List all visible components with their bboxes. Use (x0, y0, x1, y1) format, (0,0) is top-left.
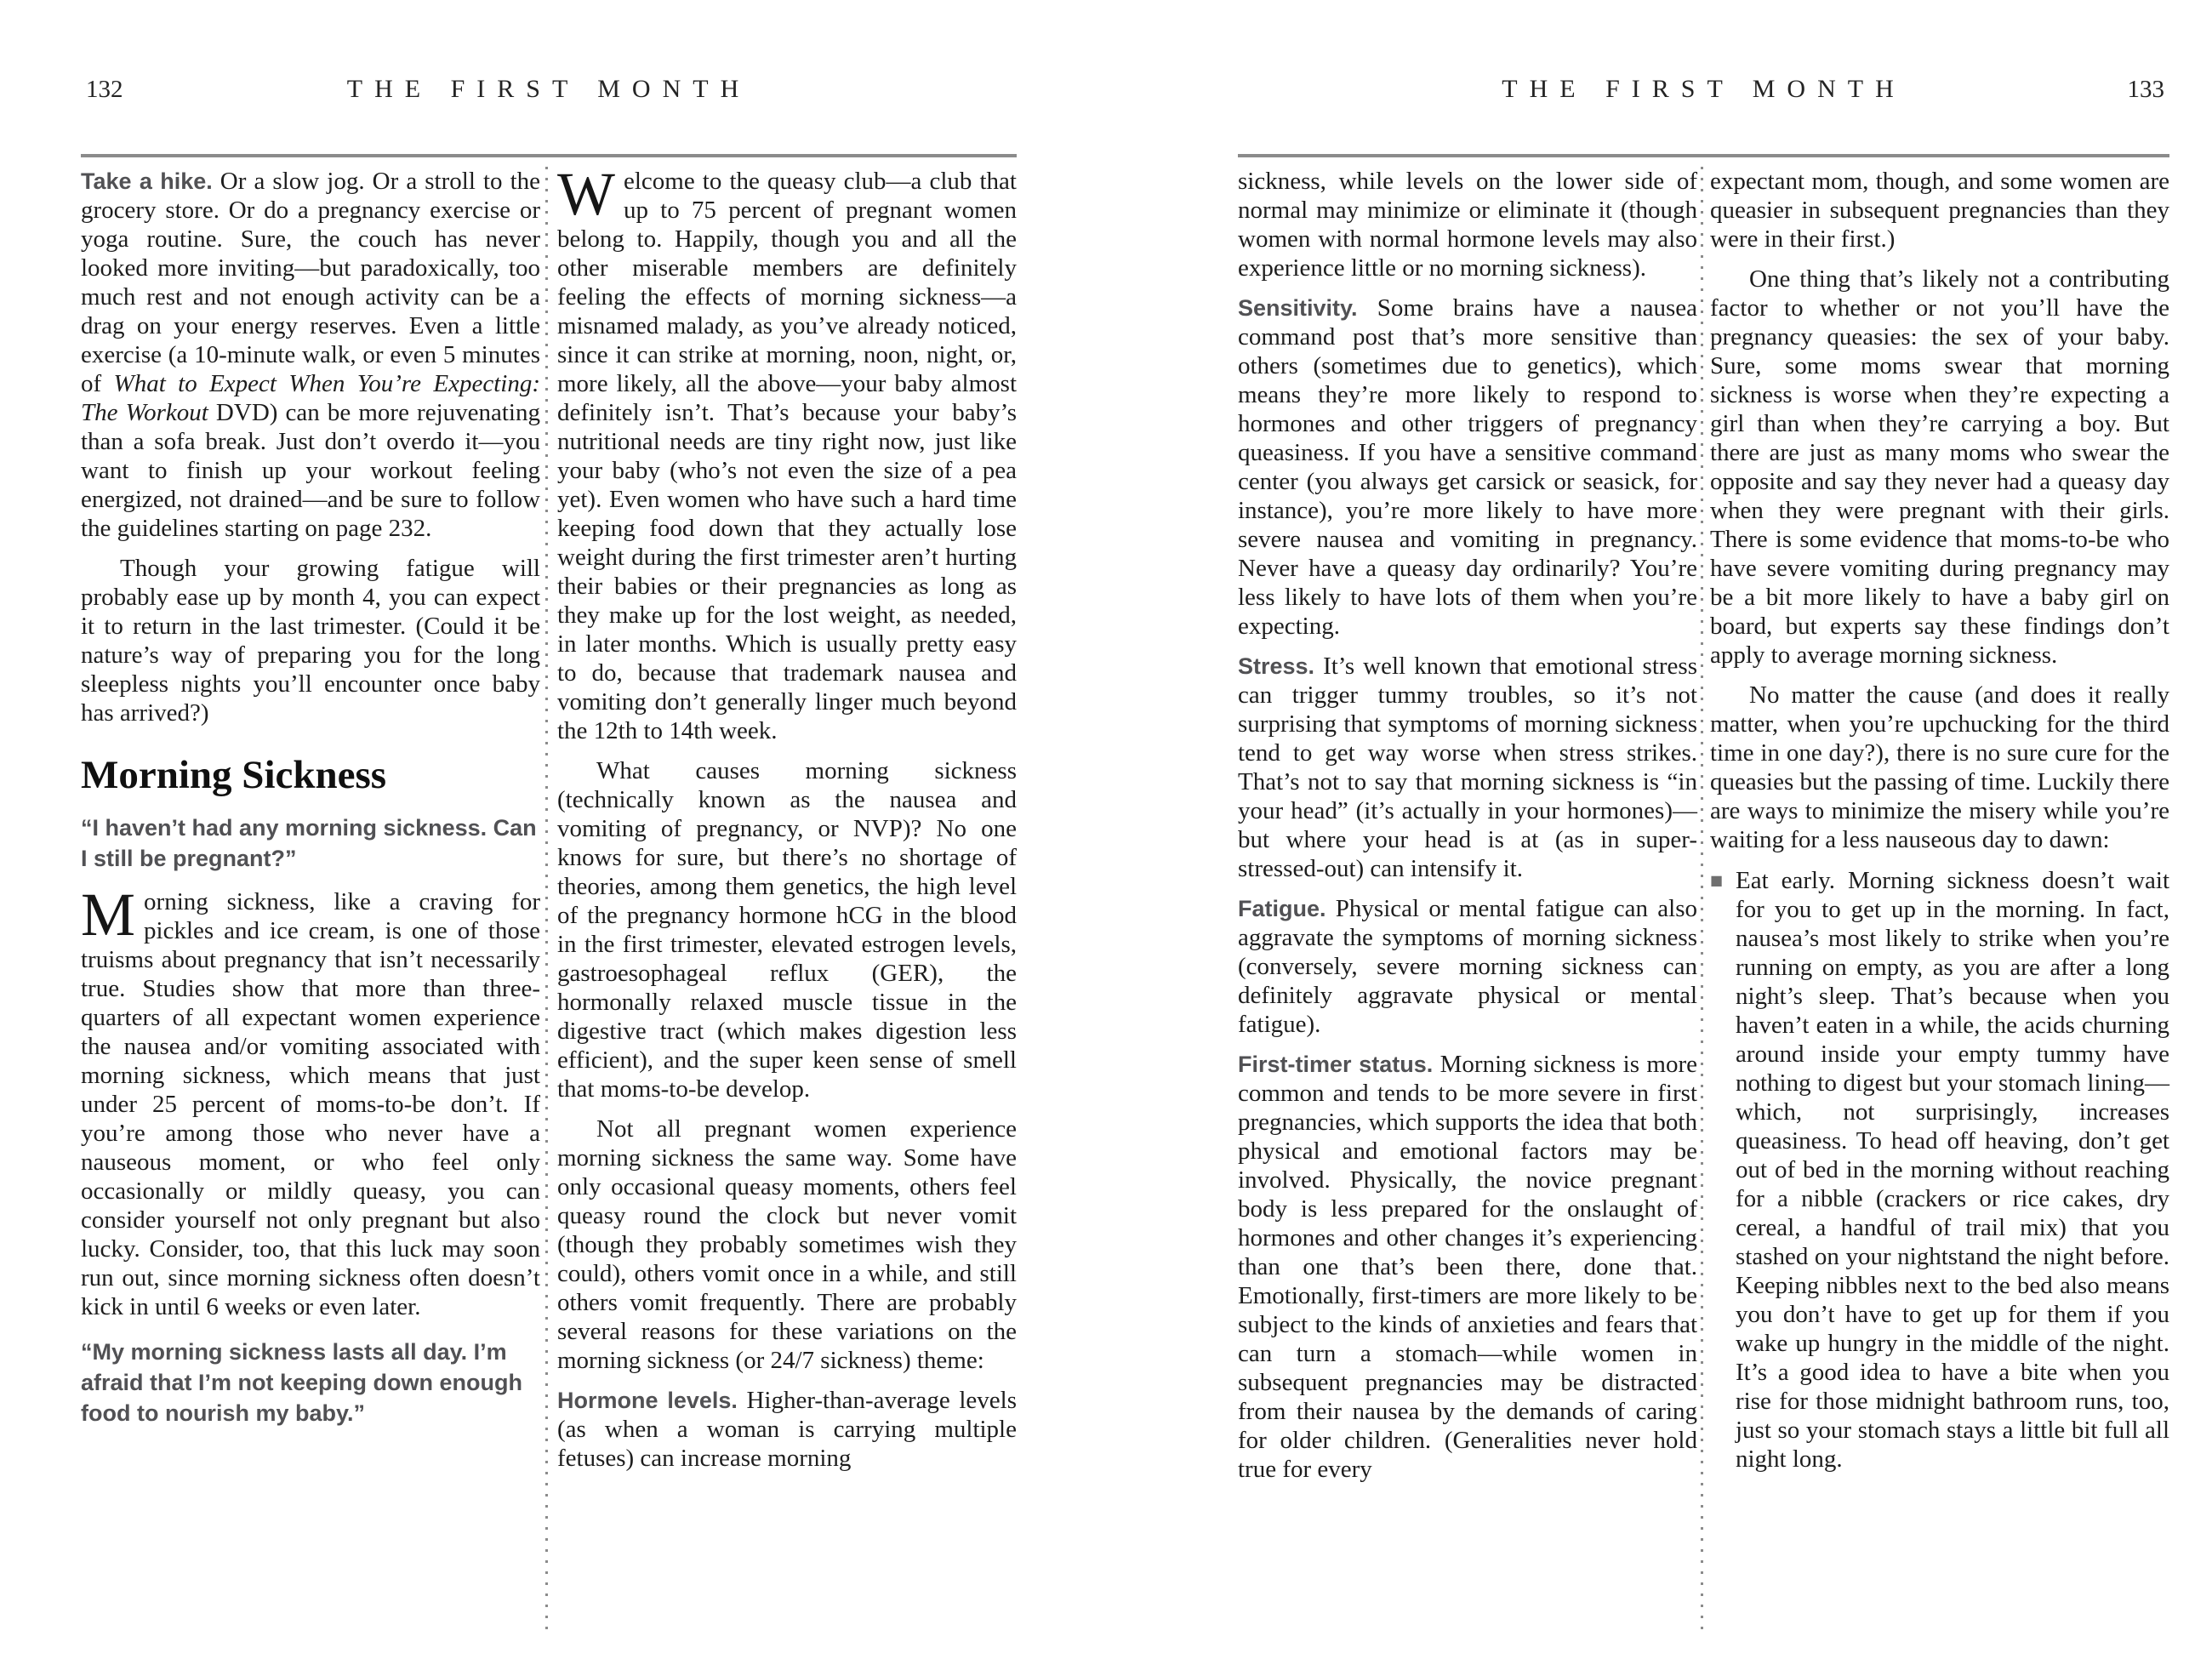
text-run: Physical or mental fatigue can also aggravate the symptoms of morning sickness (conversely, severe morning sickness can definitely aggravate physical or mental fatigue). (1238, 895, 1697, 1038)
paragraph (1710, 265, 2169, 670)
text-run: What causes morning sickness (technically known as the nausea and vomiting of pregnancy, or NVP)? No one knows for sure, but there’s no shortage of theories, among them genetics, the high level of the pregnancy hormone hCG in the blood in the first trimester, elevated estrogen levels, gastroesophageal reflux (GER), the hormonally relaxed muscle tissue in the digestive tract (which makes digestion less efficient), and the super keen sense of smell that moms-to-be develop. (557, 757, 1017, 1103)
text-run: Not all pregnant women experience morning sickness the same way. Some have only occasional queasy moments, others feel queasy round the clock but never vomit (though they probably sometimes wish they could), others vomit once in a while, and still others vomit frequently. There are probably several reasons for these variations on the morning sickness (or 24/7 sickness) theme: (557, 1115, 1017, 1374)
paragraph (81, 881, 540, 1321)
text-column-1 (81, 167, 540, 1442)
page-number: 132 (86, 76, 123, 103)
column-divider (1701, 167, 1703, 1630)
paragraph-lead-in: Sensitivity. (1238, 295, 1358, 321)
text-run: orning sickness, like a craving for pickles and ice cream, is one of those truisms about pregnancy that isn’t necessarily true. Studies show that more than three-quarters of all expectant women experience the nausea and/or vomiting associated with morning sickness, which means that just under 25 percent of moms-to-be don’t. If you’re among those who never have a nauseous moment, or who feel only occasionally or mildly queasy, you can consider yourself not only pregnant but also lucky. Consider, too, that this luck may soon run out, since morning sickness often doesn’t kick in until 6 weeks or even later. (81, 888, 540, 1320)
text-run: What to Expect When You’re Expecting: The Workout (81, 370, 540, 426)
paragraph-lead-in: Hormone levels. (557, 1388, 738, 1413)
text-run: Eat early. Morning sickness doesn’t wait for you to get up in the morning. In fact, nausea’s most likely to strike when you’re running on empty, as you are after a long night’s sleep. That’s because when you haven’t eaten in a while, the acids churning around inside your empty tummy have nothing to digest but your stomach lining—which, not surprisingly, increases queasiness. To head off heaving, don’t get out of bed in the morning without reaching for a nibble (crackers or rice cakes, dry cereal, a handful of trail mix) that you stashed on your nightstand the night before. Keeping nibbles next to the bed also means you don’t have to get up for them if you wake up hungry in the middle of the night. It’s a good idea to have a bite when you rise for those midnight bathroom runs, too, just so your stomach stays a little bit full all night long. (1736, 867, 2169, 1473)
text-run: Some brains have a nausea command post that’s more sensitive than others (sometimes due to genetics), which means they’re more likely to respond to hormones and other triggers of pregnancy queasiness. If you have a sensitive command center (you always get carsick or seasick, for instance), you’re more likely to have more severe nausea and vomiting in pregnancy. Never have a queasy day ordinarily? You’re less likely to have lots of them when you’re expecting. (1238, 294, 1697, 640)
text-run: Though your growing fatigue will probably ease up by month 4, you can expect it to return in the last trimester. (Could it be nature’s way of preparing you for the long sleepless nights you’ll encounter once baby has arrived?) (81, 555, 540, 727)
paragraph-lead-in: First-timer status. (1238, 1052, 1434, 1077)
drop-cap-letter: W (557, 160, 615, 228)
bullet-item (1710, 866, 2169, 1474)
paragraph (1710, 681, 2169, 854)
text-run: elcome to the queasy club—a club that up to 75 percent of pregnant women belong to. Happily, though you and all the other miserable members are definitely feeling the effects of morning sickness—a misnamed malady, as you’ve already noticed, since it can strike at morning, noon, night, or, more likely, all the above—your baby almost definitely isn’t. That’s because your baby’s nutritional needs are tiny right now, just like your baby (who’s not even the size of a pea yet). Even women who have such a hard time keeping food down that they actually lose weight during the first trimester aren’t hurting their babies or their pregnancies as long as they make up for the lost weight, as needed, in later months. Which is usually pretty easy to do, because that trademark nausea and vomiting don’t generally linger much beyond the 12th to 14th week. (557, 168, 1017, 744)
text-run: One thing that’s likely not a contributing factor to whether or not you’ll have the pregnancy queasies: the sex of your baby. Sure, some moms swear that morning sickness is worse when they’re expecting a girl than when they’re carrying a boy. But there are just as many moms who swear the opposite and say they never had a queasy day when they were pregnant with their girls. There is some evidence that moms-to-be who have severe vomiting during pregnancy may be a bit more likely to have a baby girl on board, but experts say these findings don’t apply to average morning sickness. (1710, 265, 2169, 669)
paragraph (1710, 167, 2169, 254)
paragraph (1238, 894, 1697, 1039)
page-header (81, 75, 1017, 116)
paragraph (1238, 294, 1697, 641)
paragraph (557, 1115, 1017, 1375)
text-run: It’s well known that emotional stress can trigger tummy troubles, so it’s not surprising that symptoms of morning sickness tend to get way worse when stress strikes. That’s not to say that morning sickness is “in your head” (it’s actually in your hormones)—but where your head is at (as in super-stressed-out) can intensify it. (1238, 653, 1697, 882)
header-rule (1238, 154, 2169, 157)
bullet-text (1736, 866, 2169, 1474)
text-run: expectant mom, though, and some women are queasier in subsequent pregnancies than they were in their first.) (1710, 168, 2169, 253)
running-head: THE FIRST MONTH (1502, 75, 1906, 103)
paragraph-lead-in: Fatigue. (1238, 896, 1326, 921)
header-rule (81, 154, 1017, 157)
column-divider (545, 167, 548, 1630)
page-header (1238, 75, 2169, 116)
text-run: Morning sickness is more common and tends to be more severe in first pregnancies, which supports the idea that both physical and emotional factors may be involved. Physically, the novice pregnant body is less prepared for the onslaught of hormones and other changes it’s experiencing than one that’s been there, done that. Emotionally, first-timers are more likely to be subject to the kinds of anxieties and fears that can turn a stomach—while women in subsequent pregnancies may be distracted from their nausea by the demands of caring for older children. (Generalities never hold true for every (1238, 1051, 1697, 1483)
text-run: No matter the cause (and does it really matter, when you’re upchucking for the third time in one day?), there is no sure cure for the queasies but the passing of time. Luckily there are ways to minimize the misery while you’re waiting for a less nauseous day to dawn: (1710, 681, 2169, 853)
paragraph (1238, 652, 1697, 883)
drop-cap-letter: M (81, 881, 136, 949)
paragraph (81, 167, 540, 543)
running-head: THE FIRST MONTH (346, 75, 751, 103)
text-run: Higher-than-average levels (as when a woman is carrying multiple fetuses) can increase morning (557, 1387, 1017, 1472)
text-run: Or a slow jog. Or a stroll to the grocery store. Or do a pregnancy exercise or yoga routine. Sure, the couch has never looked more inviting—but paradoxically, too much rest and not enough activity can be a drag on your energy reserves. Even a little exercise (a 10-minute walk, or even 5 minutes of (81, 168, 540, 397)
text-column-2 (557, 160, 1017, 1473)
paragraph (81, 554, 540, 727)
paragraph (557, 1386, 1017, 1473)
text-column-4 (1710, 167, 2169, 1474)
paragraph-lead-in: Take a hike. (81, 168, 213, 194)
paragraph (1238, 1050, 1697, 1484)
page-132 (81, 0, 1017, 1659)
text-run: sickness, while levels on the lower side of normal may minimize or eliminate it (though women with normal hormone levels may also experience little or no morning sickness). (1238, 168, 1697, 282)
page-number: 133 (2127, 76, 2164, 103)
page-133 (1238, 0, 2169, 1659)
paragraph-lead-in: Stress. (1238, 653, 1315, 679)
reader-question: “My morning sickness lasts all day. I’m afraid that I’m not keeping down enough food to nourish my baby.” (81, 1339, 522, 1426)
square-bullet-icon: ■ (1710, 872, 1724, 888)
text-column-3 (1238, 167, 1697, 1484)
reader-question: “I haven’t had any morning sickness. Can I still be pregnant?” (81, 815, 537, 871)
section-heading: Morning Sickness (81, 753, 387, 797)
paragraph (557, 756, 1017, 1103)
paragraph (1238, 167, 1697, 282)
paragraph (557, 160, 1017, 745)
text-run: DVD) can be more rejuvenating than a sofa break. Just don’t overdo it—you want to finish up your workout feeling energized, not drained—and be sure to follow the guidelines starting on page 232. (81, 399, 540, 542)
